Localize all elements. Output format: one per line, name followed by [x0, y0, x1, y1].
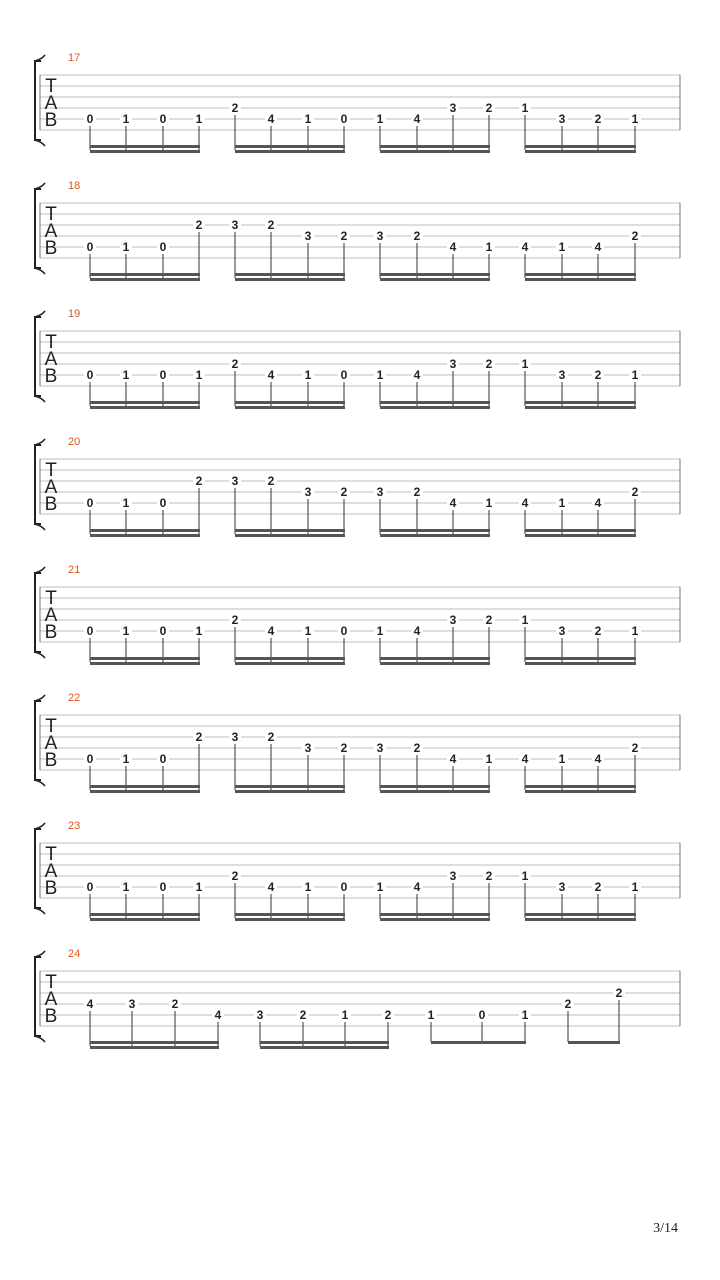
fret-number: 2 [299, 1008, 307, 1022]
fret-number: 2 [195, 730, 203, 744]
tab-clef-letter: B [44, 366, 58, 387]
tab-clef-letter: T [45, 204, 57, 225]
fret-number: 1 [304, 624, 312, 638]
fret-number: 3 [376, 741, 384, 755]
tab-clef-letter: T [45, 716, 57, 737]
fret-number: 4 [594, 496, 602, 510]
fret-number: 2 [231, 101, 239, 115]
beam [235, 278, 345, 281]
measure-number: 22 [68, 692, 81, 704]
fret-number: 0 [86, 368, 94, 382]
fret-number: 2 [594, 368, 602, 382]
beam [525, 278, 636, 281]
fret-number: 4 [413, 112, 421, 126]
tab-system [35, 436, 680, 537]
beam [90, 1041, 219, 1044]
beam [260, 1046, 389, 1049]
fret-number: 1 [376, 880, 384, 894]
fret-number: 1 [122, 496, 130, 510]
beam [525, 790, 636, 793]
beam [90, 278, 200, 281]
fret-number: 4 [521, 752, 529, 766]
beam [525, 918, 636, 921]
beam [380, 145, 490, 148]
beam [380, 401, 490, 404]
fret-number: 1 [376, 624, 384, 638]
fret-number: 0 [159, 624, 167, 638]
beam [90, 657, 200, 660]
beam [525, 785, 636, 788]
fret-number: 1 [195, 368, 203, 382]
fret-number: 1 [521, 613, 529, 627]
tab-system [35, 948, 680, 1049]
fret-number: 4 [413, 624, 421, 638]
beam [90, 145, 200, 148]
beam [380, 278, 490, 281]
fret-number: 0 [340, 624, 348, 638]
beam [235, 534, 345, 537]
fret-number: 1 [195, 880, 203, 894]
fret-number: 1 [195, 624, 203, 638]
beam [90, 150, 200, 153]
fret-number: 4 [214, 1008, 222, 1022]
tab-clef-letter: B [44, 238, 58, 259]
tab-system [35, 564, 680, 665]
fret-number: 2 [340, 229, 348, 243]
fret-number: 1 [485, 496, 493, 510]
measure-number: 24 [68, 948, 81, 960]
tab-clef-letter: A [44, 605, 58, 626]
fret-number: 2 [231, 869, 239, 883]
fret-number: 4 [267, 624, 275, 638]
tab-system [35, 820, 680, 921]
beam [235, 662, 345, 665]
tab-clef-letter: B [44, 1006, 58, 1027]
fret-number: 3 [376, 229, 384, 243]
fret-number: 2 [594, 112, 602, 126]
fret-number: 0 [159, 880, 167, 894]
beam [380, 785, 490, 788]
page-number: 3/14 [653, 1221, 678, 1236]
beam [380, 529, 490, 532]
fret-number: 4 [521, 496, 529, 510]
fret-number: 1 [122, 880, 130, 894]
fret-number: 3 [558, 880, 566, 894]
beam [90, 918, 200, 921]
fret-number: 3 [304, 229, 312, 243]
fret-number: 1 [122, 752, 130, 766]
fret-number: 1 [521, 869, 529, 883]
fret-number: 2 [267, 730, 275, 744]
beam [380, 913, 490, 916]
fret-number: 4 [449, 752, 457, 766]
fret-number: 2 [267, 218, 275, 232]
beam [235, 273, 345, 276]
beam [235, 406, 345, 409]
beam [235, 918, 345, 921]
fret-number: 0 [159, 496, 167, 510]
beam [235, 785, 345, 788]
beam [90, 662, 200, 665]
fret-number: 1 [521, 101, 529, 115]
fret-number: 0 [340, 112, 348, 126]
fret-number: 3 [449, 101, 457, 115]
fret-number: 4 [267, 112, 275, 126]
fret-number: 1 [304, 368, 312, 382]
fret-number: 2 [485, 869, 493, 883]
fret-number: 1 [427, 1008, 435, 1022]
fret-number: 2 [564, 997, 572, 1011]
fret-number: 3 [558, 112, 566, 126]
tab-clef-letter: T [45, 460, 57, 481]
fret-number: 2 [267, 474, 275, 488]
beam [380, 273, 490, 276]
beam [568, 1041, 620, 1044]
beam [380, 406, 490, 409]
tab-clef-letter: B [44, 494, 58, 515]
fret-number: 2 [631, 229, 639, 243]
fret-number: 1 [485, 240, 493, 254]
beam [235, 150, 345, 153]
fret-number: 3 [231, 218, 239, 232]
fret-number: 3 [256, 1008, 264, 1022]
beam [90, 534, 200, 537]
measure-number: 20 [68, 436, 81, 448]
measure-number: 17 [68, 52, 81, 64]
fret-number: 0 [159, 368, 167, 382]
measure-number: 18 [68, 180, 81, 192]
beam [90, 273, 200, 276]
beam [380, 534, 490, 537]
measure-number: 23 [68, 820, 81, 832]
beam [90, 529, 200, 532]
measure-number: 19 [68, 308, 81, 320]
beam [235, 145, 345, 148]
tab-clef-letter: A [44, 861, 58, 882]
beam [525, 273, 636, 276]
fret-number: 4 [86, 997, 94, 1011]
beam [380, 790, 490, 793]
fret-number: 0 [159, 752, 167, 766]
fret-number: 4 [449, 496, 457, 510]
fret-number: 0 [86, 240, 94, 254]
beam [235, 401, 345, 404]
fret-number: 1 [631, 368, 639, 382]
fret-number: 4 [413, 880, 421, 894]
fret-number: 1 [304, 112, 312, 126]
fret-number: 1 [558, 496, 566, 510]
beam [380, 918, 490, 921]
fret-number: 1 [195, 112, 203, 126]
tab-clef-letter: A [44, 221, 58, 242]
fret-number: 0 [86, 112, 94, 126]
fret-number: 1 [122, 624, 130, 638]
tab-clef-letter: A [44, 349, 58, 370]
beam [525, 534, 636, 537]
fret-number: 0 [86, 496, 94, 510]
tab-clef-letter: T [45, 588, 57, 609]
measure-number: 21 [68, 564, 81, 576]
beam [90, 401, 200, 404]
fret-number: 0 [86, 624, 94, 638]
fret-number: 3 [128, 997, 136, 1011]
fret-number: 1 [304, 880, 312, 894]
fret-number: 3 [449, 613, 457, 627]
beam [235, 913, 345, 916]
fret-number: 4 [521, 240, 529, 254]
fret-number: 1 [341, 1008, 349, 1022]
fret-number: 1 [631, 880, 639, 894]
beam [90, 406, 200, 409]
tab-system [35, 52, 680, 153]
fret-number: 2 [340, 741, 348, 755]
beam [90, 913, 200, 916]
tab-system [35, 692, 680, 793]
beam [380, 150, 490, 153]
beam [90, 785, 200, 788]
fret-number: 4 [267, 368, 275, 382]
fret-number: 3 [558, 624, 566, 638]
fret-number: 2 [485, 357, 493, 371]
fret-number: 0 [86, 752, 94, 766]
beam [525, 913, 636, 916]
fret-number: 1 [521, 357, 529, 371]
fret-number: 2 [171, 997, 179, 1011]
fret-number: 1 [631, 112, 639, 126]
tab-clef-letter: T [45, 972, 57, 993]
beam [235, 790, 345, 793]
fret-number: 3 [449, 357, 457, 371]
fret-number: 1 [631, 624, 639, 638]
tab-clef-letter: A [44, 93, 58, 114]
fret-number: 2 [631, 741, 639, 755]
fret-number: 2 [413, 741, 421, 755]
beam [431, 1041, 526, 1044]
tab-clef-letter: B [44, 110, 58, 131]
beam [525, 150, 636, 153]
fret-number: 1 [558, 752, 566, 766]
fret-number: 0 [478, 1008, 486, 1022]
fret-number: 3 [304, 741, 312, 755]
tab-clef-letter: A [44, 733, 58, 754]
beam [235, 529, 345, 532]
fret-number: 0 [86, 880, 94, 894]
tab-clef-letter: T [45, 844, 57, 865]
fret-number: 3 [231, 730, 239, 744]
fret-number: 0 [159, 112, 167, 126]
tab-clef-letter: B [44, 878, 58, 899]
fret-number: 4 [413, 368, 421, 382]
fret-number: 2 [231, 613, 239, 627]
beam [525, 145, 636, 148]
beam [525, 529, 636, 532]
beam [525, 662, 636, 665]
fret-number: 3 [558, 368, 566, 382]
fret-number: 2 [384, 1008, 392, 1022]
beam [380, 657, 490, 660]
fret-number: 3 [304, 485, 312, 499]
fret-number: 1 [521, 1008, 529, 1022]
fret-number: 4 [594, 752, 602, 766]
fret-number: 0 [340, 368, 348, 382]
fret-number: 3 [376, 485, 384, 499]
fret-number: 1 [122, 112, 130, 126]
fret-number: 1 [376, 368, 384, 382]
beam [235, 657, 345, 660]
fret-number: 2 [231, 357, 239, 371]
fret-number: 2 [195, 474, 203, 488]
fret-number: 3 [231, 474, 239, 488]
beam [525, 657, 636, 660]
beam [525, 406, 636, 409]
tab-clef-letter: T [45, 332, 57, 353]
fret-number: 1 [558, 240, 566, 254]
fret-number: 2 [594, 880, 602, 894]
beam [380, 662, 490, 665]
fret-number: 2 [340, 485, 348, 499]
beam [260, 1041, 389, 1044]
fret-number: 1 [122, 240, 130, 254]
tab-clef-letter: B [44, 750, 58, 771]
tab-clef-letter: A [44, 989, 58, 1010]
fret-number: 4 [594, 240, 602, 254]
fret-number: 1 [376, 112, 384, 126]
fret-number: 0 [340, 880, 348, 894]
tab-system [35, 308, 680, 409]
fret-number: 2 [195, 218, 203, 232]
beam [90, 790, 200, 793]
tab-clef-letter: B [44, 622, 58, 643]
fret-number: 0 [159, 240, 167, 254]
tab-clef-letter: T [45, 76, 57, 97]
fret-number: 4 [449, 240, 457, 254]
fret-number: 2 [485, 613, 493, 627]
tab-clef-letter: A [44, 477, 58, 498]
fret-number: 2 [615, 986, 623, 1000]
beam [525, 401, 636, 404]
fret-number: 3 [449, 869, 457, 883]
fret-number: 2 [485, 101, 493, 115]
beam [90, 1046, 219, 1049]
fret-number: 2 [413, 485, 421, 499]
fret-number: 4 [267, 880, 275, 894]
fret-number: 2 [631, 485, 639, 499]
fret-number: 2 [413, 229, 421, 243]
fret-number: 2 [594, 624, 602, 638]
fret-number: 1 [485, 752, 493, 766]
tab-system [35, 180, 680, 281]
fret-number: 1 [122, 368, 130, 382]
